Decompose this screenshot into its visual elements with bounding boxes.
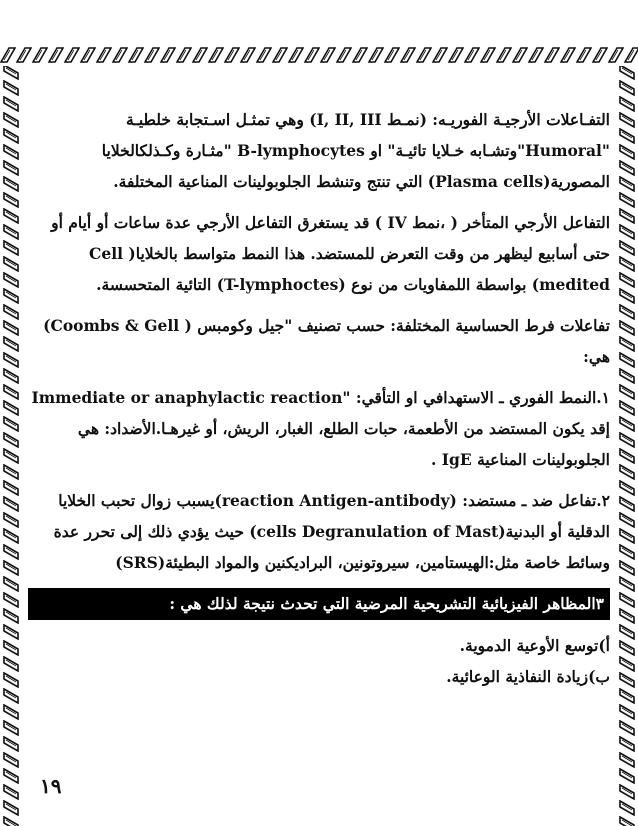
text-line: "Humoral"وتشـابه خـلايا تائيـة" او B-lymphocytes "مثـارة وكـذلكالخلايا: [101, 141, 610, 160]
text-line: حتى أسابيع ليظهر من وقت التعرض للمستضد. هذا النمط متواسط بالخلايا( Cell: [89, 244, 610, 263]
text-line: هي:: [583, 347, 610, 366]
page-number: ١٩: [40, 774, 62, 798]
text-line: medited) بواسطة اللمفاويات من نوع (T-lymphoctes) التائية المتحسسة.: [96, 275, 610, 294]
text-line: المصورية(Plasma cells) التي تنتج وتنشط الجلوبولينات المناعية المختلفة.: [113, 172, 610, 191]
text-line: وسائط خاصة مثل:الهيستامين، سيروتونين، البراديكنين والمواد البطيئة(SRS): [115, 553, 610, 572]
text-line: التفاعل الأرجي المتأخر ( ،نمط IV ) قد يستغرق التفاعل الأرجي عدة ساعات أو أيام أو: [51, 213, 610, 232]
page-body: [28, 104, 610, 702]
paragraph-type-one: [28, 382, 610, 475]
text-line: تفاعلات فرط الحساسية المختلفة: حسب تصنيف "جيل وكومبس ( Coombs & Gell): [43, 316, 610, 335]
paragraph-immediate-reactions: [28, 104, 610, 197]
text-line: إقد يكون المستضد من الأطعمة، حبات الطلع، الغبار، الريش، أو غيرهـا.الأضداد: هي: [77, 419, 610, 438]
paragraph-delayed-reaction: [28, 207, 610, 300]
highlight-heading: ٣المظاهر الفيزيائية التشريحية المرضية التي تحدث نتيجة لذلك هي :: [28, 588, 610, 620]
text-line: ٢.تفاعل ضد ـ مستضد: (reaction Antigen-antibody)يسبب زوال تحبب الخلايا: [58, 491, 610, 510]
paragraph-classification: [28, 310, 610, 372]
list-item: ب)زيادة النفاذية الوعائية.: [446, 667, 610, 686]
text-line: التفـاعلات الأرجيـة الفوريـه: (نمـط I, II, III) وهي تمثـل اسـتجابة خلطيـة: [126, 110, 610, 129]
manifestations-list: [28, 630, 610, 692]
paragraph-antigen-antibody: [28, 485, 610, 578]
list-item: أ)توسع الأوعية الدموية.: [459, 636, 610, 655]
text-line: الجلوبولينات المناعية IgE .: [430, 450, 610, 469]
text-line: ١.النمط الفوري ـ الاستهدافي او التأقي: "Immediate or anaphylactic reaction: [31, 388, 610, 407]
text-line: الدقلية أو البدنية(cells Degranulation of Mast) حيث يؤدي ذلك إلى تحرر عدة: [53, 522, 610, 541]
